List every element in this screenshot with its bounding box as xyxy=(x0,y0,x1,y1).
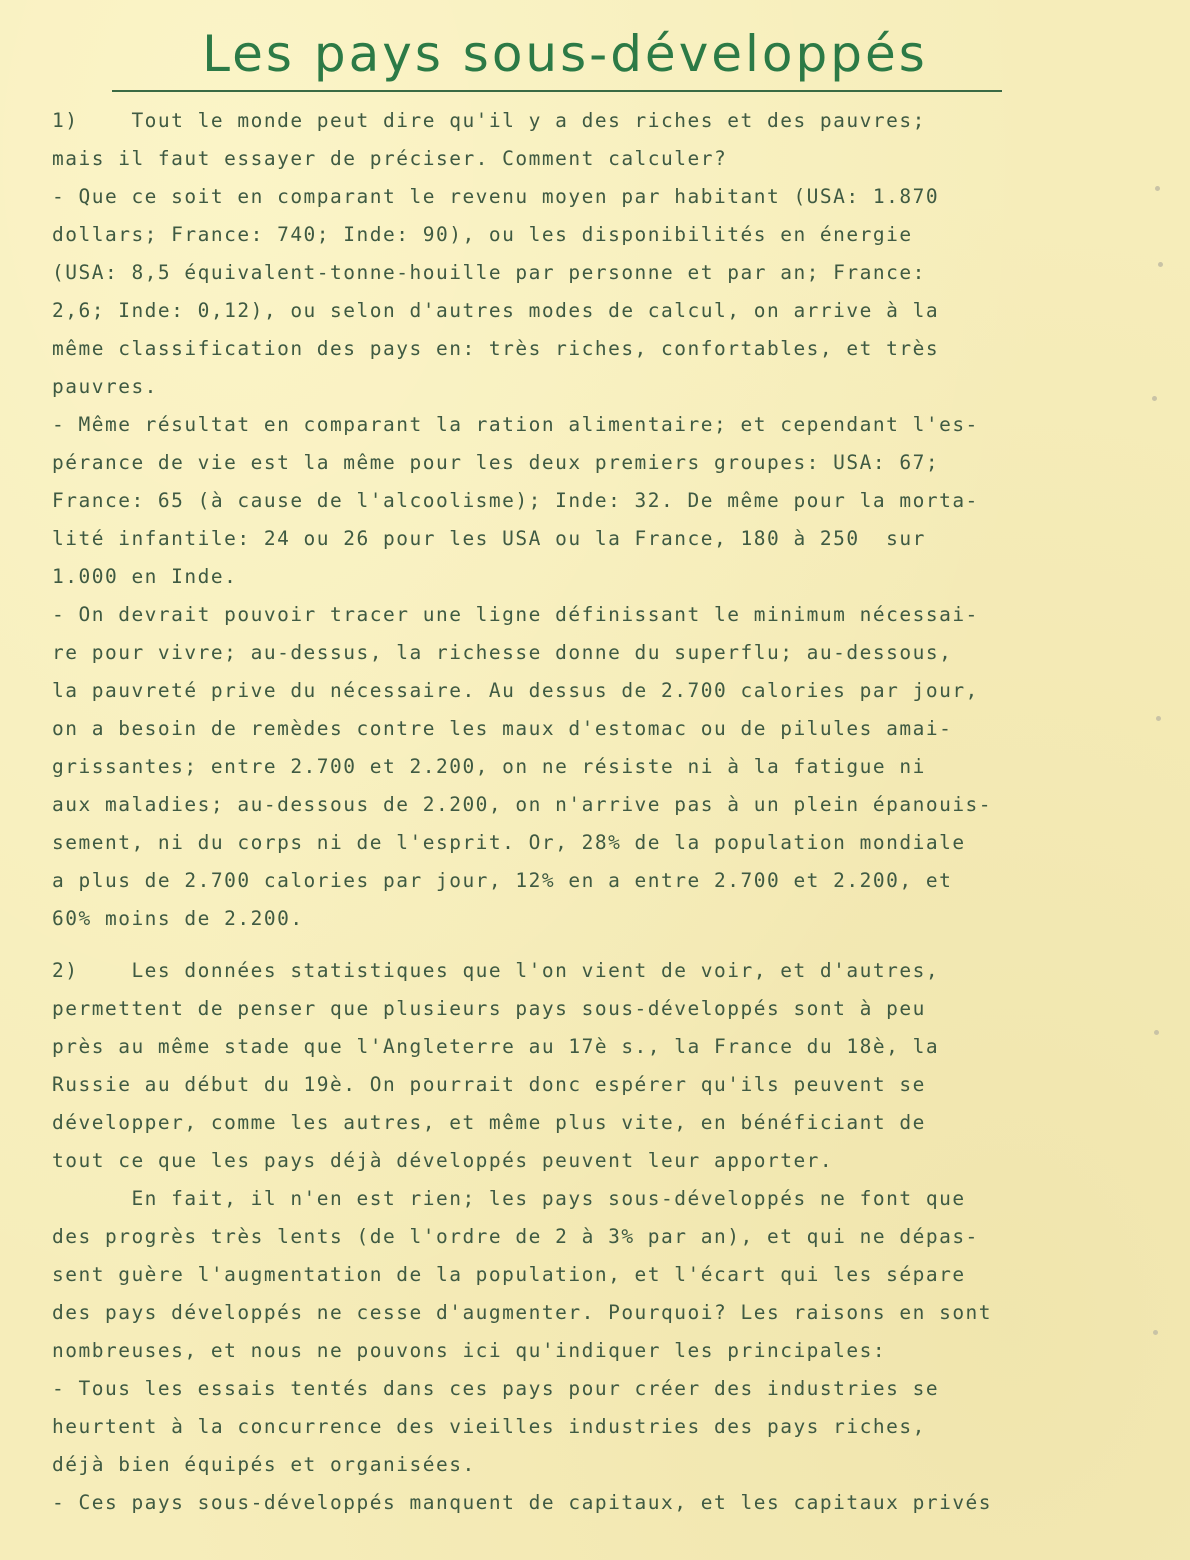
text-line: des progrès très lents (de l'ordre de 2 à 3% par an), et qui ne dépas- xyxy=(52,1225,979,1248)
text-line: déjà bien équipés et organisées. xyxy=(52,1453,476,1476)
text-line: sement, ni du corps ni de l'esprit. Or, 28% de la population mondiale xyxy=(52,831,966,854)
text-line: 1.000 en Inde. xyxy=(52,565,238,588)
paper-speck xyxy=(1154,1030,1159,1035)
paper-speck xyxy=(1152,396,1157,401)
page-title: Les pays sous-développés xyxy=(202,25,928,83)
paper-speck xyxy=(1156,716,1161,721)
text-line: - Même résultat en comparant la ration alimentaire; et cependant l'es- xyxy=(52,413,979,436)
text-line: aux maladies; au-dessous de 2.200, on n'arrive pas à un plein épanouis- xyxy=(52,793,993,816)
text-line: on a besoin de remèdes contre les maux d'estomac ou de pilules amai- xyxy=(52,717,953,740)
text-line: même classification des pays en: très riches, confortables, et très xyxy=(52,337,940,360)
text-line: - On devrait pouvoir tracer une ligne définissant le minimum nécessai- xyxy=(52,603,979,626)
text-line: 60% moins de 2.200. xyxy=(52,907,304,930)
paper-speck xyxy=(1158,262,1163,267)
text-line: développer, comme les autres, et même plus vite, en bénéficiant de xyxy=(52,1111,926,1134)
paper-speck xyxy=(1153,1330,1158,1335)
text-line: nombreuses, et nous ne pouvons ici qu'indiquer les principales: xyxy=(52,1339,887,1362)
text-line: (USA: 8,5 équivalent-tonne-houille par personne et par an; France: xyxy=(52,261,926,284)
text-line: France: 65 (à cause de l'alcoolisme); Inde: 32. De même pour la morta- xyxy=(52,489,979,512)
text-line: lité infantile: 24 ou 26 pour les USA ou la France, 180 à 250 sur xyxy=(52,527,926,550)
paragraph-2 xyxy=(52,952,1132,1522)
text-line: tout ce que les pays déjà développés peuvent leur apporter. xyxy=(52,1149,834,1172)
text-line: a plus de 2.700 calories par jour, 12% en a entre 2.700 et 2.200, et xyxy=(52,869,953,892)
text-line: pauvres. xyxy=(52,375,158,398)
paragraph-1 xyxy=(52,102,1132,938)
text-line: - Tous les essais tentés dans ces pays pour créer des industries se xyxy=(52,1377,940,1400)
text-line: des pays développés ne cesse d'augmenter. Pourquoi? Les raisons en sont xyxy=(52,1301,993,1324)
text-line: mais il faut essayer de préciser. Comment calculer? xyxy=(52,147,728,170)
text-line: dollars; France: 740; Inde: 90), ou les disponibilités en énergie xyxy=(52,223,913,246)
text-line: 2) Les données statistiques que l'on vient de voir, et d'autres, xyxy=(52,959,940,982)
text-line: pérance de vie est la même pour les deux premiers groupes: USA: 67; xyxy=(52,451,940,474)
text-line: re pour vivre; au-dessus, la richesse donne du superflu; au-dessous, xyxy=(52,641,953,664)
text-line: grissantes; entre 2.700 et 2.200, on ne résiste ni à la fatigue ni xyxy=(52,755,926,778)
document-body xyxy=(52,102,1132,1522)
text-line: 1) Tout le monde peut dire qu'il y a des riches et des pauvres; xyxy=(52,109,926,132)
text-line: près au même stade que l'Angleterre au 17è s., la France du 18è, la xyxy=(52,1035,940,1058)
text-line: heurtent à la concurrence des vieilles industries des pays riches, xyxy=(52,1415,926,1438)
text-line: En fait, il n'en est rien; les pays sous-développés ne font que xyxy=(52,1187,966,1210)
text-line: - Que ce soit en comparant le revenu moyen par habitant (USA: 1.870 xyxy=(52,185,940,208)
text-line: permettent de penser que plusieurs pays sous-développés sont à peu xyxy=(52,997,926,1020)
text-line: Russie au début du 19è. On pourrait donc espérer qu'ils peuvent se xyxy=(52,1073,926,1096)
text-line: 2,6; Inde: 0,12), ou selon d'autres modes de calcul, on arrive à la xyxy=(52,299,940,322)
paper-speck xyxy=(1155,186,1160,191)
title-underline xyxy=(112,90,1002,92)
text-line: la pauvreté prive du nécessaire. Au dessus de 2.700 calories par jour, xyxy=(52,679,979,702)
text-line: sent guère l'augmentation de la population, et l'écart qui les sépare xyxy=(52,1263,966,1286)
paragraph-spacer xyxy=(52,938,1132,952)
text-line: - Ces pays sous-développés manquent de capitaux, et les capitaux privés xyxy=(52,1491,993,1514)
